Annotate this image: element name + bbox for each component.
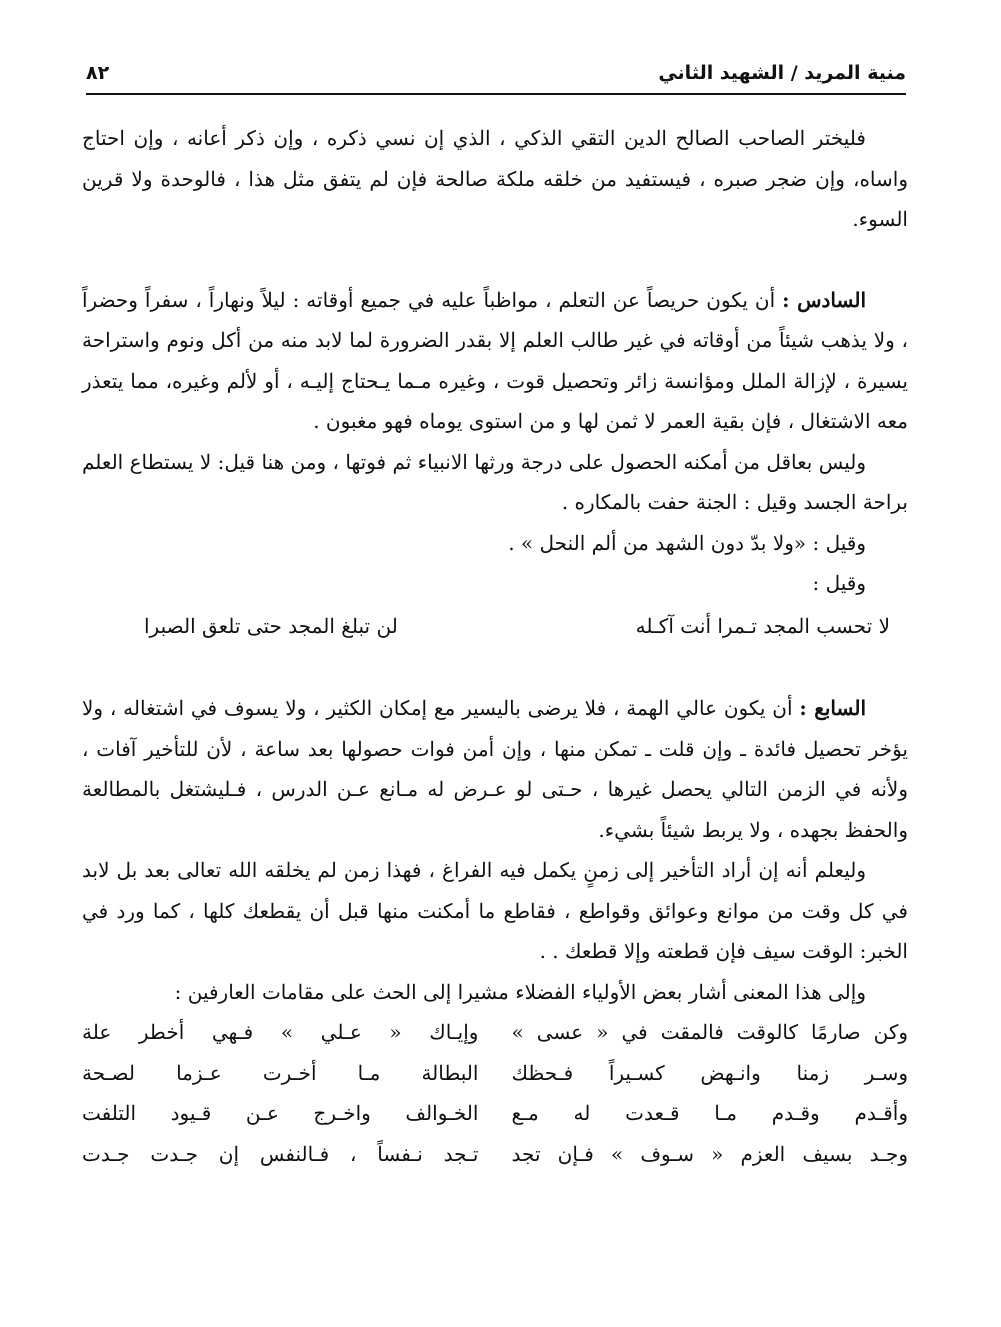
paragraph-it-was-said: وقيل : xyxy=(812,571,866,595)
poem-second-hemistich: الخـوالف واخـرج عـن قـيود التلفت xyxy=(82,1101,479,1125)
poem-line xyxy=(82,1093,908,1134)
page-body xyxy=(82,118,908,1174)
paragraph-sixth xyxy=(82,280,908,442)
header-title: منية المريد / الشهيد الثاني xyxy=(658,62,906,84)
poem xyxy=(82,1012,908,1174)
header-divider xyxy=(86,93,906,95)
poem-second-hemistich: تـجد نـفساً ، فـالنفس إن جـدت جـدت xyxy=(82,1141,479,1166)
poem-first-hemistich: وجـد بسيف العزم « سـوف » فـإن تجد xyxy=(511,1141,908,1166)
verse-first-hemistich: لا تحسب المجد تـمرا أنت آكـله xyxy=(635,613,890,638)
section-gap xyxy=(82,648,908,688)
verse-second-hemistich: لن تبلغ المجد حتى تلعق الصبرا xyxy=(144,613,398,638)
paragraph-seventh xyxy=(82,688,908,850)
seventh-heading: السابع : xyxy=(799,696,866,720)
poem-second-hemistich: البطالة مـا أخـرت عـزما لصـحة xyxy=(82,1060,479,1085)
section-gap xyxy=(82,240,908,280)
poem-line xyxy=(82,1053,908,1094)
paragraph-quote-honey: وقيل : «ولا بدّ دون الشهد من ألم النحل » . xyxy=(508,530,866,555)
poem-line xyxy=(82,1012,908,1053)
seventh-body: أن يكون عالي الهمة ، فلا يرضى باليسير مع إمكان الكثير ، ولا يسوف في اشتغاله ، ولا يؤخر تحصيل فائدة ـ وإن قلت ـ تمكن منها ، وإن أمن فوات حصولها بعد ساعة ، لأن للتأخير آفات ، ولأنه في الزمن التالي يحصل غيرها ، حـتى لو عـرض له مـانع عـن الدرس ، فـليشتغل بالمطالعة والحفظ بجهده ، ولا يربط شيئاً بشيء. xyxy=(82,696,908,842)
poem-first-hemistich: وسـر زمنا وانـهض كسـيراً فـحظك xyxy=(511,1060,908,1085)
poem-first-hemistich: وكن صارمًا كالوقت فالمقت في « عسى » xyxy=(511,1020,908,1044)
poem-line xyxy=(82,1134,908,1175)
page-number: ٨٢ xyxy=(86,62,110,84)
paragraph-companion: فليختر الصاحب الصالح الدين التقي الذكي ، الذي إن نسي ذكره ، وإن ذكر أعانه ، وإن احتاج واساه، وإن ضجر صبره ، فيستفيد من خلقه ملكة صالحة فإن لم يتفق مثل هذا ، فالوحدة ولا قرين السوء. xyxy=(82,126,908,231)
verse-line xyxy=(82,606,908,647)
paragraph-delay: وليعلم أنه إن أراد التأخير إلى زمنٍ يكمل فيه الفراغ ، فهذا زمن لم يخلقه الله تعالى بعد بل لابد في كل وقت من موانع وعوائق وقواطع ، فقاطع ما أمكنت منها قبل أن يقطعك كلها ، كما ورد في الخبر: الوقت سيف فإن قطعته وإلا قطعك . . xyxy=(82,858,908,963)
poem-first-hemistich: وأقـدم وقـدم مـا قـعدت له مـع xyxy=(511,1101,908,1125)
paragraph-not-wise: وليس بعاقل من أمكنه الحصول على درجة ورثها الانبياء ثم فوتها ، ومن هنا قيل: لا يستطاع العلم براحة الجسد وقيل : الجنة حفت بالمكاره . xyxy=(82,449,908,514)
poem-second-hemistich: وإيـاك « عـلي » فـهي أخطر علة xyxy=(82,1020,479,1044)
sixth-body: أن يكون حريصاً عن التعلم ، مواظباً عليه في جميع أوقاته : ليلاً ونهاراً ، سفراً وحضراً ، ولا يذهب شيئاً من أوقاته في غير طالب العلم إلا بقدر الضرورة لما لابد منه من أكل ونوم واستراحة يسيرة ، لإزالة الملل ومؤانسة زائر وتحصيل قوت ، وغيره مـما يـحتاج إليـه ، أو لألم وغيره، مما يتعذر معه الاشتغال ، فإن بقية العمر لا ثمن لها و من استوى يوماه فهو مغبون . xyxy=(82,287,908,433)
running-header xyxy=(86,58,906,98)
sixth-heading: السادس : xyxy=(782,287,866,312)
paragraph-poem-intro: وإلى هذا المعنى أشار بعض الأولياء الفضلاء مشيرا إلى الحث على مقامات العارفين : xyxy=(174,979,866,1004)
